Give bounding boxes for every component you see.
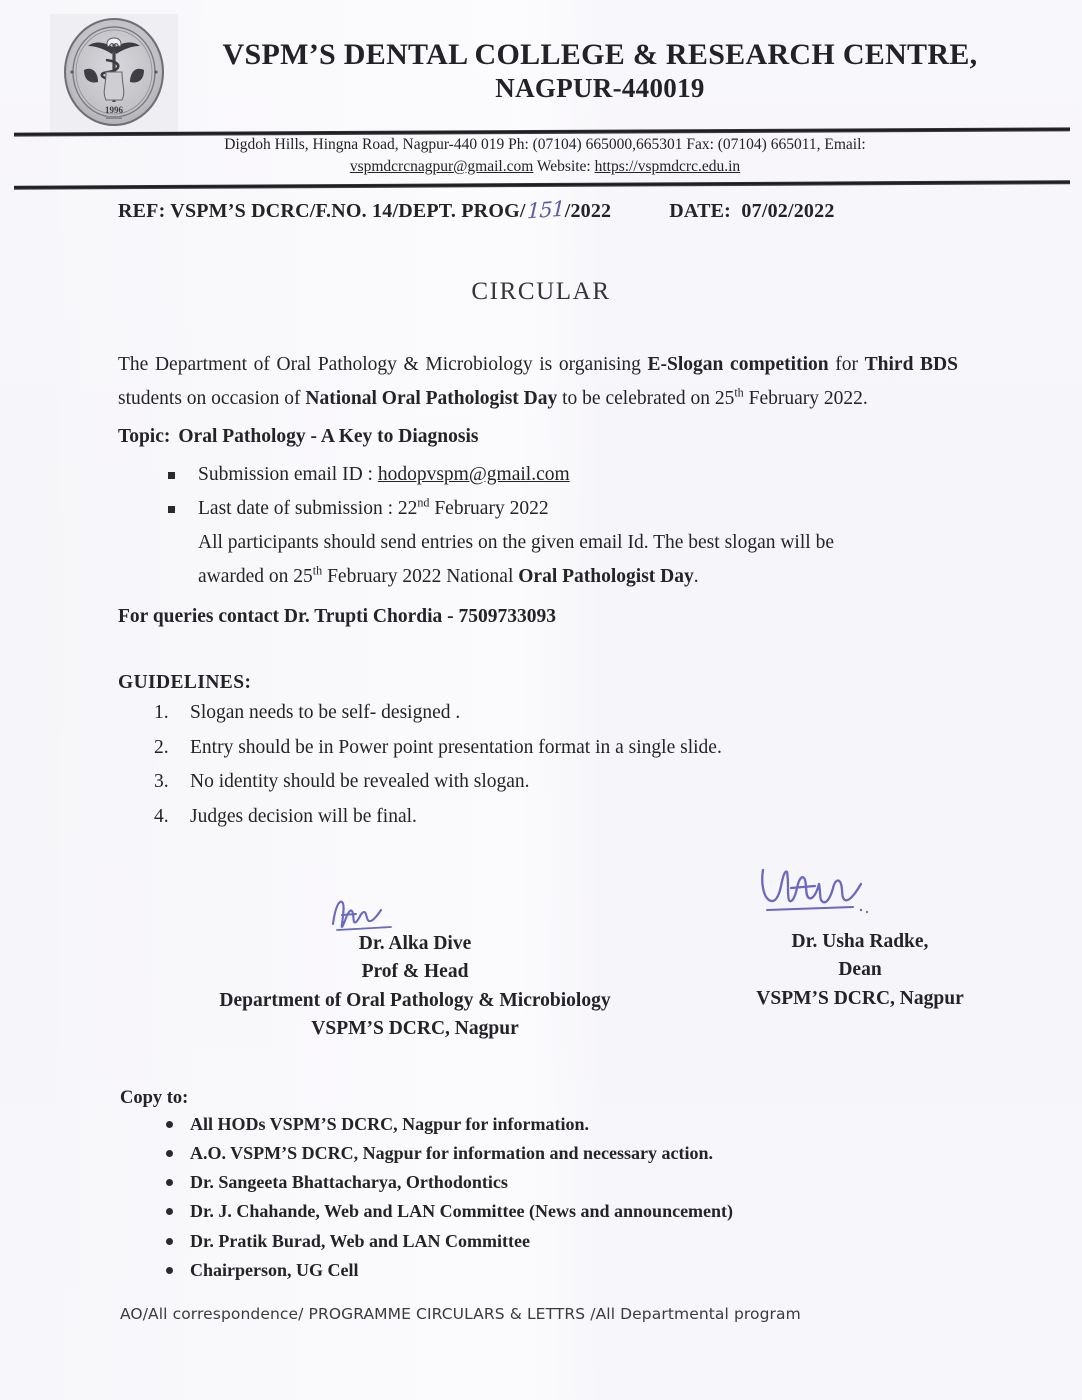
list-item [166, 492, 958, 526]
last-date-ordinal: nd [417, 495, 430, 510]
header-divider-bottom [14, 180, 1070, 190]
intro-paragraph [118, 348, 958, 415]
list-item: Dr. Pratik Burad, Web and LAN Committee [162, 1227, 940, 1256]
hod-name: Dr. Alka Dive [358, 933, 472, 954]
last-date-label: Last date of submission : 22 [198, 497, 418, 519]
intro-occasion: National Oral Pathologist Day [305, 387, 558, 409]
reference-number-prefix: REF: VSPM’S DCRC/F.NO. 14/DEPT. PROG/ [118, 200, 526, 222]
signature-block-dean [660, 928, 1060, 1013]
list-item [166, 458, 958, 492]
date-value: 07/02/2022 [741, 200, 835, 222]
guidelines-list [118, 696, 918, 835]
award-date-rest: February 2022 National [322, 565, 519, 587]
document-footer: AO/All correspondence/ PROGRAMME CIRCULARS & LETTRS /All Departmental program [120, 1305, 801, 1323]
guidelines-title: GUIDELINES: [118, 672, 252, 693]
dean-institution: VSPM’S DCRC, Nagpur [756, 987, 964, 1009]
submission-email-link[interactable]: hodopvspm@gmail.com [377, 463, 570, 485]
intro-ordinal-suffix: th [734, 385, 744, 400]
dean-name: Dr. Usha Radke, [791, 931, 929, 952]
letterhead-header [0, 0, 1082, 128]
college-title-line1: VSPM’S DENTAL COLLEGE & RESEARCH CENTRE, [222, 38, 978, 71]
list-item: No identity should be revealed with slogan. [190, 771, 530, 793]
contact-info [100, 134, 990, 178]
award-period: . [693, 565, 699, 587]
submission-email-label: Submission email ID : [198, 463, 378, 485]
copy-to-section [120, 1088, 940, 1285]
copy-to-title: Copy to: [120, 1088, 189, 1108]
intro-text-4: to be celebrated on 25 [557, 387, 735, 409]
contact-links-line [100, 156, 990, 178]
submission-details-list [118, 458, 958, 526]
intro-text-2: for [828, 354, 865, 375]
reference-number-suffix: /2022 [564, 200, 612, 222]
intro-text-5: February 2022. [743, 387, 868, 409]
intro-competition-name: E-Slogan competition [647, 354, 829, 375]
seal-year: 1996 [105, 105, 123, 115]
award-date-ordinal: th [312, 563, 323, 578]
intro-text-3: students on occasion of [118, 387, 306, 409]
date-label: DATE: [669, 200, 732, 222]
intro-text-1: The Department of Oral Pathology & Microbiology is organising [118, 354, 648, 375]
contact-website[interactable]: https://vspmdcrc.edu.in [594, 158, 741, 175]
signature-block-hod [120, 930, 710, 1043]
award-date-text: awarded on 25 [198, 565, 313, 587]
reference-row [118, 198, 998, 223]
college-seal-icon [50, 14, 178, 136]
website-label: Website: [536, 158, 591, 175]
page-title: CIRCULAR [471, 278, 611, 305]
college-title-line2: NAGPUR-440019 [495, 72, 705, 103]
submission-note-line2 [118, 560, 958, 594]
list-item: Slogan needs to be self- designed . [190, 702, 461, 723]
guidelines-section [118, 672, 918, 835]
list-item: Chairperson, UG Cell [162, 1256, 940, 1285]
topic-label: Topic: [118, 426, 171, 448]
intro-audience: Third BDS [864, 354, 958, 375]
topic-value: Oral Pathology - A Key to Diagnosis [178, 426, 479, 448]
list-item: Dr. J. Chahande, Web and LAN Committee (News and announcement) [162, 1197, 940, 1226]
queries-contact-line: For queries contact Dr. Trupti Chordia - 7509733093 [118, 606, 557, 628]
hod-department: Department of Oral Pathology & Microbiology [219, 989, 611, 1011]
contact-address-line: Digdoh Hills, Hingna Road, Nagpur-440 019 Ph: (07104) 665000,665301 Fax: (07104) 665011, Email: [224, 136, 866, 153]
list-item: All HODs VSPM’S DCRC, Nagpur for information. [162, 1110, 940, 1139]
list-item: Judges decision will be final. [190, 806, 417, 828]
hod-designation: Prof & Head [361, 961, 469, 983]
handwritten-signature-icon [757, 862, 897, 924]
list-item: Dr. Sangeeta Bhattacharya, Orthodontics [162, 1168, 940, 1197]
last-date-month-year: February 2022 [429, 497, 549, 519]
dean-designation: Dean [838, 959, 882, 981]
copy-to-list [120, 1110, 940, 1285]
topic-line [118, 420, 958, 454]
hod-institution: VSPM’S DCRC, Nagpur [311, 1017, 519, 1039]
college-title [180, 38, 1020, 105]
list-item: A.O. VSPM’S DCRC, Nagpur for information and necessary action. [162, 1139, 940, 1168]
list-item: Entry should be in Power point presentation format in a single slide. [190, 736, 722, 758]
award-day-name: Oral Pathologist Day [518, 565, 694, 587]
reference-handwritten-number: 151 [526, 196, 565, 224]
circular-body [118, 348, 958, 634]
submission-note-line1: All participants should send entries on the given email Id. The best slogan will be [198, 531, 834, 553]
contact-email[interactable]: vspmdcrcnagpur@gmail.com [349, 158, 534, 175]
